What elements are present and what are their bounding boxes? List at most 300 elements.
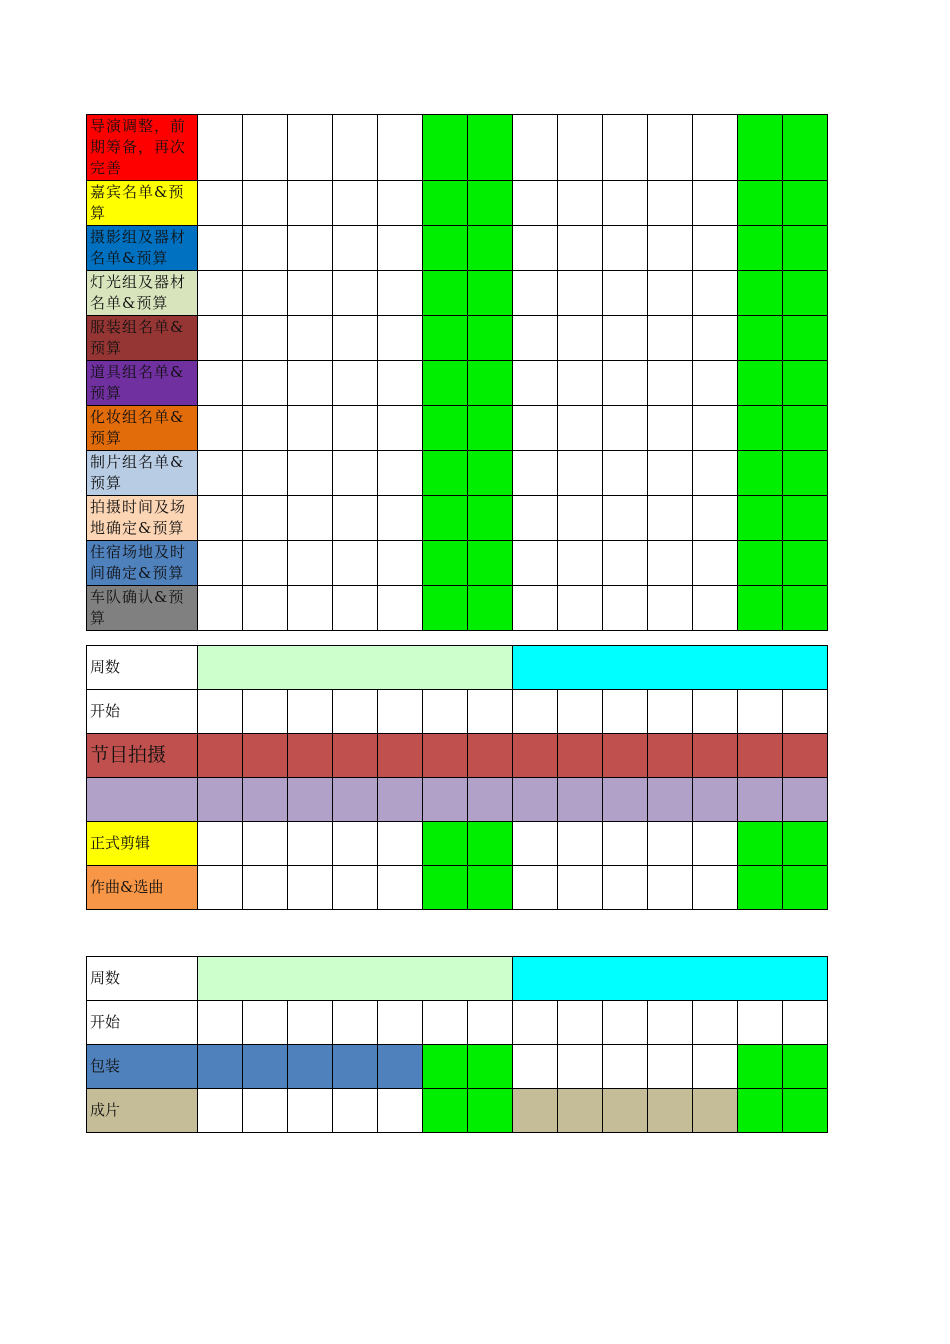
prep-day-cell bbox=[513, 586, 558, 631]
final-day-cell bbox=[378, 1089, 423, 1133]
shoot-day-cell bbox=[783, 734, 828, 778]
start-day-cell bbox=[513, 1001, 558, 1045]
music-day-cell bbox=[468, 866, 513, 910]
shoot-day-cell bbox=[738, 734, 783, 778]
post-schedule-table bbox=[86, 956, 828, 1133]
prep-day-cell bbox=[648, 361, 693, 406]
prep-row bbox=[87, 496, 828, 541]
package-day-cell bbox=[558, 1045, 603, 1089]
prep-day-cell bbox=[513, 226, 558, 271]
start-day-cell bbox=[468, 1001, 513, 1045]
prep-day-cell bbox=[243, 541, 288, 586]
prep-day-cell bbox=[378, 316, 423, 361]
music-row bbox=[87, 866, 828, 910]
prep-day-cell bbox=[333, 271, 378, 316]
prep-row bbox=[87, 181, 828, 226]
prep-day-cell bbox=[603, 226, 648, 271]
week-2-band bbox=[513, 957, 828, 1001]
prep-day-cell bbox=[243, 316, 288, 361]
lavender-day-cell bbox=[243, 778, 288, 822]
prep-day-cell bbox=[558, 271, 603, 316]
package-day-cell bbox=[198, 1045, 243, 1089]
prep-row-label: 化妆组名单&预算 bbox=[87, 406, 198, 451]
prep-day-cell bbox=[603, 271, 648, 316]
prep-schedule-table bbox=[86, 114, 828, 631]
prep-day-cell bbox=[288, 316, 333, 361]
package-day-cell bbox=[468, 1045, 513, 1089]
final-day-cell bbox=[243, 1089, 288, 1133]
package-day-cell bbox=[243, 1045, 288, 1089]
start-day-cell bbox=[693, 1001, 738, 1045]
edit-day-cell bbox=[423, 822, 468, 866]
prep-day-cell bbox=[783, 586, 828, 631]
prep-day-cell bbox=[378, 226, 423, 271]
prep-day-cell bbox=[738, 316, 783, 361]
prep-row-label: 道具组名单&预算 bbox=[87, 361, 198, 406]
week-2-band bbox=[513, 646, 828, 690]
prep-day-cell bbox=[468, 226, 513, 271]
prep-day-cell bbox=[468, 496, 513, 541]
edit-day-cell bbox=[378, 822, 423, 866]
prep-day-cell bbox=[288, 586, 333, 631]
prep-day-cell bbox=[423, 115, 468, 181]
start-day-cell bbox=[243, 690, 288, 734]
prep-day-cell bbox=[693, 496, 738, 541]
week-label: 周数 bbox=[87, 646, 198, 690]
start-day-cell bbox=[243, 1001, 288, 1045]
shoot-row bbox=[87, 734, 828, 778]
prep-day-cell bbox=[513, 406, 558, 451]
prep-day-cell bbox=[558, 541, 603, 586]
lavender-day-cell bbox=[423, 778, 468, 822]
prep-day-cell bbox=[603, 496, 648, 541]
prep-day-cell bbox=[243, 271, 288, 316]
edit-day-cell bbox=[783, 822, 828, 866]
start-day-cell bbox=[198, 1001, 243, 1045]
prep-day-cell bbox=[648, 541, 693, 586]
prep-day-cell bbox=[558, 361, 603, 406]
prep-day-cell bbox=[603, 541, 648, 586]
prep-day-cell bbox=[333, 451, 378, 496]
prep-day-cell bbox=[468, 271, 513, 316]
prep-day-cell bbox=[513, 316, 558, 361]
music-day-cell bbox=[738, 866, 783, 910]
prep-day-cell bbox=[603, 181, 648, 226]
edit-day-cell bbox=[558, 822, 603, 866]
prep-row bbox=[87, 451, 828, 496]
prep-day-cell bbox=[558, 226, 603, 271]
prep-day-cell bbox=[378, 586, 423, 631]
prep-day-cell bbox=[468, 181, 513, 226]
prep-day-cell bbox=[243, 406, 288, 451]
shoot-day-cell bbox=[468, 734, 513, 778]
start-day-cell bbox=[738, 690, 783, 734]
prep-day-cell bbox=[558, 316, 603, 361]
music-day-cell bbox=[333, 866, 378, 910]
final-day-cell bbox=[738, 1089, 783, 1133]
prep-row-label: 住宿场地及时间确定&预算 bbox=[87, 541, 198, 586]
prep-day-cell bbox=[378, 541, 423, 586]
prep-day-cell bbox=[333, 406, 378, 451]
music-day-cell bbox=[603, 866, 648, 910]
prep-day-cell bbox=[423, 361, 468, 406]
edit-day-cell bbox=[198, 822, 243, 866]
prep-day-cell bbox=[288, 451, 333, 496]
lavender-day-cell bbox=[693, 778, 738, 822]
prep-day-cell bbox=[378, 271, 423, 316]
prep-day-cell bbox=[243, 496, 288, 541]
start-day-cell bbox=[333, 1001, 378, 1045]
lavender-day-cell bbox=[783, 778, 828, 822]
prep-day-cell bbox=[513, 181, 558, 226]
prep-row-label: 拍摄时间及场地确定&预算 bbox=[87, 496, 198, 541]
prep-day-cell bbox=[198, 226, 243, 271]
music-label: 作曲&选曲 bbox=[87, 866, 198, 910]
start-day-cell bbox=[468, 690, 513, 734]
start-day-cell bbox=[693, 690, 738, 734]
prep-row bbox=[87, 541, 828, 586]
start-label: 开始 bbox=[87, 1001, 198, 1045]
prep-day-cell bbox=[423, 451, 468, 496]
prep-day-cell bbox=[243, 586, 288, 631]
prep-day-cell bbox=[243, 361, 288, 406]
edit-row bbox=[87, 822, 828, 866]
final-day-cell bbox=[513, 1089, 558, 1133]
prep-day-cell bbox=[558, 115, 603, 181]
prep-day-cell bbox=[648, 406, 693, 451]
start-day-cell bbox=[558, 1001, 603, 1045]
prep-day-cell bbox=[243, 226, 288, 271]
package-day-cell bbox=[738, 1045, 783, 1089]
prep-day-cell bbox=[333, 226, 378, 271]
start-day-cell bbox=[288, 690, 333, 734]
lavender-day-cell bbox=[288, 778, 333, 822]
lavender-day-cell bbox=[198, 778, 243, 822]
week-1-band bbox=[198, 957, 513, 1001]
lavender-day-cell bbox=[648, 778, 693, 822]
start-day-cell bbox=[333, 690, 378, 734]
shoot-day-cell bbox=[423, 734, 468, 778]
edit-day-cell bbox=[693, 822, 738, 866]
edit-day-cell bbox=[333, 822, 378, 866]
music-day-cell bbox=[198, 866, 243, 910]
final-day-cell bbox=[468, 1089, 513, 1133]
prep-day-cell bbox=[423, 316, 468, 361]
final-day-cell bbox=[288, 1089, 333, 1133]
week-label: 周数 bbox=[87, 957, 198, 1001]
lavender-day-cell bbox=[603, 778, 648, 822]
prep-day-cell bbox=[648, 451, 693, 496]
package-day-cell bbox=[333, 1045, 378, 1089]
shoot-day-cell bbox=[693, 734, 738, 778]
music-day-cell bbox=[513, 866, 558, 910]
prep-day-cell bbox=[693, 361, 738, 406]
prep-day-cell bbox=[558, 451, 603, 496]
prep-day-cell bbox=[558, 496, 603, 541]
package-row bbox=[87, 1045, 828, 1089]
production-schedule-table bbox=[86, 645, 828, 910]
prep-day-cell bbox=[738, 451, 783, 496]
music-day-cell bbox=[423, 866, 468, 910]
prep-day-cell bbox=[423, 226, 468, 271]
final-row bbox=[87, 1089, 828, 1133]
prep-day-cell bbox=[603, 406, 648, 451]
shoot-label: 节目拍摄 bbox=[87, 734, 198, 778]
prep-day-cell bbox=[603, 586, 648, 631]
start-day-cell bbox=[783, 1001, 828, 1045]
shoot-day-cell bbox=[558, 734, 603, 778]
prep-day-cell bbox=[693, 226, 738, 271]
prep-row bbox=[87, 115, 828, 181]
start-day-cell bbox=[783, 690, 828, 734]
final-day-cell bbox=[558, 1089, 603, 1133]
edit-day-cell bbox=[243, 822, 288, 866]
final-day-cell bbox=[603, 1089, 648, 1133]
start-day-cell bbox=[423, 1001, 468, 1045]
prep-day-cell bbox=[693, 451, 738, 496]
prep-day-cell bbox=[693, 586, 738, 631]
prep-day-cell bbox=[198, 316, 243, 361]
prep-row bbox=[87, 271, 828, 316]
prep-day-cell bbox=[288, 406, 333, 451]
prep-day-cell bbox=[603, 316, 648, 361]
lavender-row bbox=[87, 778, 828, 822]
edit-day-cell bbox=[648, 822, 693, 866]
prep-day-cell bbox=[648, 226, 693, 271]
prep-day-cell bbox=[603, 451, 648, 496]
lavender-day-cell bbox=[468, 778, 513, 822]
prep-day-cell bbox=[288, 226, 333, 271]
shoot-day-cell bbox=[243, 734, 288, 778]
prep-day-cell bbox=[198, 586, 243, 631]
prep-day-cell bbox=[783, 451, 828, 496]
prep-day-cell bbox=[693, 316, 738, 361]
prep-day-cell bbox=[783, 115, 828, 181]
prep-row bbox=[87, 361, 828, 406]
prep-day-cell bbox=[738, 226, 783, 271]
prep-day-cell bbox=[378, 406, 423, 451]
start-day-cell bbox=[558, 690, 603, 734]
start-day-cell bbox=[198, 690, 243, 734]
prep-day-cell bbox=[198, 451, 243, 496]
start-row bbox=[87, 690, 828, 734]
prep-day-cell bbox=[468, 586, 513, 631]
package-day-cell bbox=[603, 1045, 648, 1089]
shoot-day-cell bbox=[333, 734, 378, 778]
prep-day-cell bbox=[378, 181, 423, 226]
prep-day-cell bbox=[198, 115, 243, 181]
start-day-cell bbox=[738, 1001, 783, 1045]
final-label: 成片 bbox=[87, 1089, 198, 1133]
prep-row-label: 嘉宾名单&预算 bbox=[87, 181, 198, 226]
prep-day-cell bbox=[333, 586, 378, 631]
edit-day-cell bbox=[738, 822, 783, 866]
lavender-day-cell bbox=[333, 778, 378, 822]
prep-day-cell bbox=[693, 181, 738, 226]
prep-day-cell bbox=[423, 271, 468, 316]
prep-day-cell bbox=[783, 226, 828, 271]
prep-day-cell bbox=[333, 181, 378, 226]
edit-day-cell bbox=[468, 822, 513, 866]
prep-day-cell bbox=[423, 181, 468, 226]
package-day-cell bbox=[423, 1045, 468, 1089]
prep-day-cell bbox=[648, 115, 693, 181]
week-row bbox=[87, 957, 828, 1001]
prep-day-cell bbox=[513, 361, 558, 406]
start-day-cell bbox=[603, 690, 648, 734]
prep-day-cell bbox=[738, 586, 783, 631]
prep-day-cell bbox=[333, 316, 378, 361]
package-day-cell bbox=[783, 1045, 828, 1089]
prep-day-cell bbox=[783, 181, 828, 226]
package-label: 包装 bbox=[87, 1045, 198, 1089]
music-day-cell bbox=[693, 866, 738, 910]
prep-day-cell bbox=[558, 406, 603, 451]
prep-day-cell bbox=[468, 541, 513, 586]
prep-day-cell bbox=[648, 586, 693, 631]
prep-day-cell bbox=[333, 496, 378, 541]
prep-day-cell bbox=[783, 541, 828, 586]
start-day-cell bbox=[423, 690, 468, 734]
week-row bbox=[87, 646, 828, 690]
prep-day-cell bbox=[333, 361, 378, 406]
lavender-day-cell bbox=[558, 778, 603, 822]
music-day-cell bbox=[783, 866, 828, 910]
prep-day-cell bbox=[783, 361, 828, 406]
prep-day-cell bbox=[423, 496, 468, 541]
prep-day-cell bbox=[513, 496, 558, 541]
prep-day-cell bbox=[378, 361, 423, 406]
week-1-band bbox=[198, 646, 513, 690]
prep-row bbox=[87, 406, 828, 451]
final-day-cell bbox=[423, 1089, 468, 1133]
prep-day-cell bbox=[333, 541, 378, 586]
prep-day-cell bbox=[558, 586, 603, 631]
prep-day-cell bbox=[288, 115, 333, 181]
shoot-day-cell bbox=[378, 734, 423, 778]
prep-day-cell bbox=[288, 271, 333, 316]
prep-day-cell bbox=[198, 406, 243, 451]
prep-day-cell bbox=[243, 115, 288, 181]
prep-day-cell bbox=[423, 406, 468, 451]
prep-day-cell bbox=[378, 451, 423, 496]
lavender-day-cell bbox=[738, 778, 783, 822]
prep-day-cell bbox=[648, 496, 693, 541]
start-day-cell bbox=[513, 690, 558, 734]
prep-day-cell bbox=[513, 115, 558, 181]
final-day-cell bbox=[693, 1089, 738, 1133]
music-day-cell bbox=[648, 866, 693, 910]
final-day-cell bbox=[198, 1089, 243, 1133]
shoot-day-cell bbox=[198, 734, 243, 778]
prep-day-cell bbox=[468, 361, 513, 406]
final-day-cell bbox=[648, 1089, 693, 1133]
lavender-day-cell bbox=[378, 778, 423, 822]
prep-day-cell bbox=[423, 541, 468, 586]
prep-day-cell bbox=[468, 451, 513, 496]
package-day-cell bbox=[288, 1045, 333, 1089]
package-day-cell bbox=[378, 1045, 423, 1089]
prep-day-cell bbox=[738, 406, 783, 451]
start-day-cell bbox=[378, 1001, 423, 1045]
prep-day-cell bbox=[198, 496, 243, 541]
edit-day-cell bbox=[288, 822, 333, 866]
package-day-cell bbox=[693, 1045, 738, 1089]
edit-label: 正式剪辑 bbox=[87, 822, 198, 866]
prep-day-cell bbox=[738, 115, 783, 181]
prep-row-label: 车队确认&预算 bbox=[87, 586, 198, 631]
shoot-day-cell bbox=[648, 734, 693, 778]
edit-day-cell bbox=[603, 822, 648, 866]
prep-day-cell bbox=[693, 406, 738, 451]
shoot-day-cell bbox=[513, 734, 558, 778]
prep-day-cell bbox=[513, 541, 558, 586]
prep-day-cell bbox=[423, 586, 468, 631]
prep-day-cell bbox=[738, 541, 783, 586]
prep-row-label: 服装组名单&预算 bbox=[87, 316, 198, 361]
prep-day-cell bbox=[198, 541, 243, 586]
prep-day-cell bbox=[738, 361, 783, 406]
package-day-cell bbox=[648, 1045, 693, 1089]
prep-day-cell bbox=[468, 115, 513, 181]
prep-day-cell bbox=[693, 271, 738, 316]
prep-day-cell bbox=[243, 181, 288, 226]
prep-day-cell bbox=[243, 451, 288, 496]
prep-day-cell bbox=[198, 361, 243, 406]
prep-day-cell bbox=[738, 181, 783, 226]
prep-day-cell bbox=[738, 271, 783, 316]
prep-row-label: 灯光组及器材名单&预算 bbox=[87, 271, 198, 316]
prep-day-cell bbox=[288, 361, 333, 406]
prep-day-cell bbox=[648, 181, 693, 226]
prep-day-cell bbox=[513, 451, 558, 496]
music-day-cell bbox=[378, 866, 423, 910]
prep-row bbox=[87, 226, 828, 271]
shoot-day-cell bbox=[603, 734, 648, 778]
final-day-cell bbox=[783, 1089, 828, 1133]
prep-day-cell bbox=[198, 271, 243, 316]
prep-day-cell bbox=[693, 541, 738, 586]
shoot-day-cell bbox=[288, 734, 333, 778]
start-day-cell bbox=[288, 1001, 333, 1045]
lavender-day-cell bbox=[513, 778, 558, 822]
prep-day-cell bbox=[693, 115, 738, 181]
prep-day-cell bbox=[288, 541, 333, 586]
prep-day-cell bbox=[378, 115, 423, 181]
prep-day-cell bbox=[513, 271, 558, 316]
music-day-cell bbox=[558, 866, 603, 910]
prep-day-cell bbox=[783, 496, 828, 541]
start-day-cell bbox=[648, 1001, 693, 1045]
start-day-cell bbox=[648, 690, 693, 734]
prep-row bbox=[87, 316, 828, 361]
prep-row-label: 导演调整，前期筹备，再次完善 bbox=[87, 115, 198, 181]
prep-day-cell bbox=[378, 496, 423, 541]
final-day-cell bbox=[333, 1089, 378, 1133]
edit-day-cell bbox=[513, 822, 558, 866]
prep-day-cell bbox=[783, 316, 828, 361]
prep-day-cell bbox=[648, 271, 693, 316]
prep-day-cell bbox=[288, 181, 333, 226]
music-day-cell bbox=[243, 866, 288, 910]
prep-day-cell bbox=[198, 181, 243, 226]
prep-day-cell bbox=[603, 361, 648, 406]
prep-day-cell bbox=[783, 271, 828, 316]
prep-day-cell bbox=[648, 316, 693, 361]
prep-row-label: 摄影组及器材名单&预算 bbox=[87, 226, 198, 271]
start-label: 开始 bbox=[87, 690, 198, 734]
start-day-cell bbox=[378, 690, 423, 734]
